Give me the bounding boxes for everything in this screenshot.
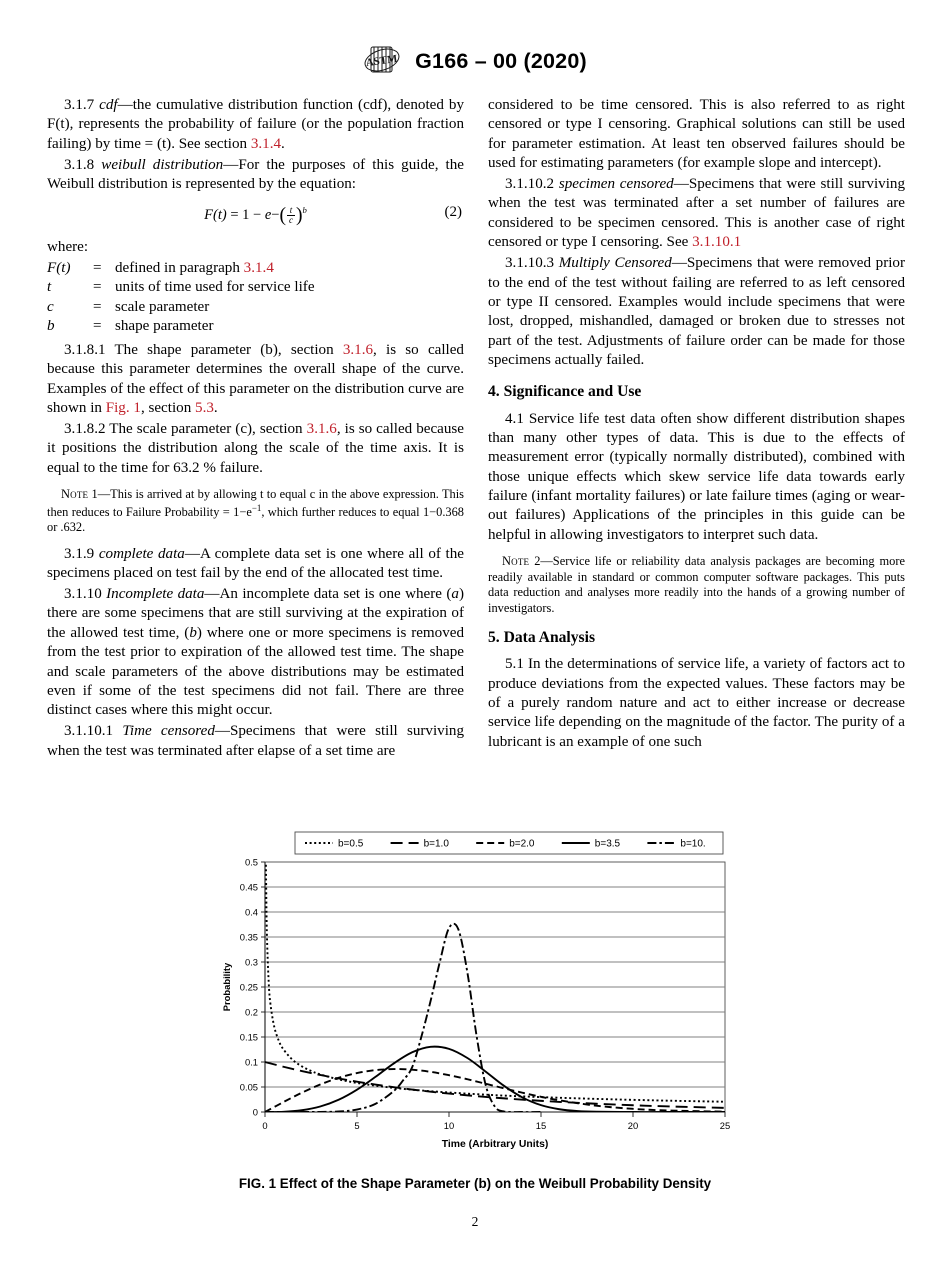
note-label: Note: [502, 554, 530, 569]
para-number: 3.1.10: [64, 586, 102, 603]
legend-label: b=2.0: [509, 838, 535, 850]
para-number: 3.1.7: [64, 97, 95, 113]
astm-logo-icon: [363, 44, 401, 78]
legend-label: b=1.0: [423, 838, 449, 850]
equation-lhs: F(t): [204, 207, 227, 224]
weibull-density-chart: [217, 824, 733, 1162]
where-item: [47, 259, 464, 278]
figure-1: [0, 824, 950, 1191]
where-item: [47, 278, 464, 297]
paragraph-3-1-9: 3.1.9 complete data—A complete data set is one where all of the specimens placed on test fail by the end of the allocated test time.: [47, 545, 464, 582]
equation-exponent-b: b: [302, 205, 307, 216]
legend-label: b=3.5: [594, 838, 621, 850]
y-tick-label: 0.05: [239, 1081, 258, 1093]
x-tick-label: 0: [262, 1120, 268, 1131]
where-definition-list: [47, 259, 464, 337]
term: complete data: [98, 545, 185, 562]
where-equals: =: [93, 279, 102, 296]
figure-caption: FIG. 1 Effect of the Shape Parameter (b) on the Weibull Probability Density: [238, 1176, 712, 1191]
term: specimen censored: [558, 176, 674, 193]
y-tick-label: 0.25: [239, 981, 258, 993]
paragraph-3-1-8-1: 3.1.8.1 The shape parameter (b), section 3.1.6, is so called because this parameter determines the overall shape of the curve. Examples of the effect of this parameter on the distribution curve are shown in Fig. 1, section 5.3.: [47, 341, 464, 417]
equation-2: [47, 203, 464, 228]
para-text: —For the purposes of this guide, the Weibull distribution is represented by the equation:: [47, 156, 464, 193]
para-number: 3.1.8: [64, 156, 95, 173]
y-axis-title: Probability: [221, 962, 232, 1012]
heading-5-data-analysis: 5. Data Analysis: [488, 629, 596, 647]
where-definition: defined in paragraph 3.1.4: [115, 260, 274, 276]
equation-number: (2): [444, 204, 462, 221]
y-tick-label: 0.3: [244, 956, 258, 968]
cross-ref-3-1-6[interactable]: 3.1.6: [306, 420, 337, 437]
page-header: [0, 44, 950, 78]
where-label: where:: [47, 238, 89, 255]
x-tick-label: 5: [354, 1120, 360, 1131]
para-text: —the cumulative distribution function (cdf), denoted by F(t), represents the probability of failure (or the population fraction failing) by time = (t). See section: [47, 97, 464, 152]
paragraph-3-1-8: [47, 156, 464, 195]
where-equals: =: [93, 318, 102, 335]
para-number: 3.1.10.3: [505, 255, 555, 272]
paragraph-3-1-10-1: 3.1.10.1 Time censored—Specimens that were still surviving when the test was terminated after elapse of a set time are: [47, 723, 465, 759]
x-tick-label: 25: [719, 1120, 731, 1131]
cross-ref-3-1-4[interactable]: 3.1.4: [250, 135, 282, 152]
y-tick-label: 0.4: [244, 906, 258, 918]
where-symbol: F(t): [47, 260, 71, 276]
standard-designation: G166 – 00 (2020): [415, 48, 587, 73]
equation-rhs-one-minus: 1 −: [242, 207, 262, 224]
cross-ref-5-3[interactable]: 5.3: [195, 400, 214, 417]
cross-ref-3-1-6[interactable]: 3.1.6: [342, 341, 374, 358]
where-definition: units of time used for service life: [115, 279, 315, 296]
equation-minus: −: [271, 207, 280, 224]
note-label: Note: [61, 487, 89, 502]
paragraph-3-1-10: 3.1.10 Incomplete data—An incomplete data set is one where (a) there are some specimens that are still surviving at the expiration of the allowed test time, (b) where one or more specimens is removed from the test prior to expiration of the allowed test time. The shape and scale parameters of the above distributions may be estimated even if some of the test specimens did not fail. There are three distinct cases where this might occur.: [47, 586, 464, 719]
paragraph-3-1-10-2: 3.1.10.2 specimen censored—Specimens that were still surviving when the test was terminated after a set number of failures are considered to be specimen censored. This is another case of right censored or type I censoring. See 3.1.10.1: [488, 176, 905, 251]
legend-label: b=0.5: [338, 838, 364, 850]
x-tick-label: 10: [443, 1120, 455, 1131]
equation-paren-open: (: [279, 204, 286, 226]
heading-4-significance-and-use: 4. Significance and Use: [488, 383, 642, 401]
where-definition: shape parameter: [115, 318, 214, 335]
equation-e: e: [264, 207, 272, 224]
cross-ref-3-1-10-1[interactable]: 3.1.10.1: [692, 234, 742, 251]
note-exponent: −1: [251, 502, 262, 513]
para-number: 3.1.9: [64, 545, 95, 562]
paragraph-3-1-7: 3.1.7 cdf—the cumulative distribution function (cdf), denoted by F(t), represents the probability of failure (or the population fraction failing) by time = (t). See section 3.1.4.: [47, 97, 464, 152]
cross-ref-fig-1[interactable]: Fig. 1: [105, 400, 141, 417]
y-tick-label: 0.15: [239, 1031, 258, 1043]
y-tick-label: 0: [252, 1106, 258, 1118]
para-number: 3.1.10.2: [505, 176, 555, 193]
chart-svg: [217, 824, 733, 1162]
term: weibull distribution: [101, 156, 224, 173]
left-column: [47, 96, 464, 763]
where-item: [47, 317, 464, 336]
note-1: Note 1—This is arrived at by allowing t to equal c in the above expression. This then reduces to Failure Probability = $1-e^{-1}$, which further reduces to equal 1−0.368 or .632.: [47, 487, 465, 535]
where-symbol: t: [47, 279, 52, 296]
where-symbol: c: [47, 298, 54, 315]
paragraph-continued: considered to be time censored. This is also referred to as right censored or type I censoring. Graphical solutions can still be used for parameter estimation. At least ten observed failures should be used for estimating parameters (for example slope and intercept).: [488, 97, 905, 172]
where-item: [47, 298, 464, 317]
equation-equals: =: [230, 207, 239, 224]
equation-fraction-t-over-c: $\frac{t}{c}$: [288, 204, 293, 226]
right-column: [488, 96, 905, 763]
x-axis-title: Time (Arbitrary Units): [441, 1139, 549, 1150]
paragraph-5-1: 5.1 In the determinations of service life, a variety of factors act to produce deviations from the expected values. These factors may be of a purely random nature and act to either increase or decrease service life depending on the magnitude of the factor. The purity of a lubricant is an example of one such: [488, 656, 905, 750]
legend-label: b=10.: [680, 838, 706, 850]
paragraph-3-1-10-3: 3.1.10.3 Multiply Censored—Specimens that were removed prior to the end of the test without failing are referred to as left censored or type II censored. Examples would include specimens that were lost, dropped, mishandled, damaged or broken due to stresses not part of the test. Adjustments of failure order can be made for those specimens actually failed.: [488, 255, 905, 369]
y-tick-label: 0.1: [244, 1056, 258, 1068]
y-tick-label: 0.35: [239, 931, 258, 943]
x-tick-label: 15: [535, 1120, 547, 1131]
y-tick-label: 0.5: [244, 856, 258, 868]
where-symbol: b: [47, 318, 55, 335]
y-tick-label: 0.2: [244, 1006, 258, 1018]
y-tick-label: 0.45: [239, 881, 258, 893]
term: Time censored: [122, 723, 215, 740]
paragraph-4-1: 4.1 Service life test data often show different distribution shapes than many other types of data. This is due to the effects of measurement error (typically normally distributed), combined with those unique effects which skew service life data towards early failure (infant mortality failures) or late failure times (aging or wear-out failures) Applications of the principles in this guide can be helpful in allowing investigators to interpret such data.: [488, 410, 905, 543]
cross-ref-3-1-4[interactable]: 3.1.4: [243, 260, 274, 276]
page-number: 2: [471, 1214, 479, 1229]
x-tick-label: 20: [627, 1120, 639, 1131]
body-columns: [47, 96, 905, 763]
paragraph-3-1-8-2: 3.1.8.2 The scale parameter (c), section 3.1.6, is so called because it positions the distribution along the scale of the time axis. It is equal to the time for 63.2 % failure.: [47, 420, 464, 476]
svg-text:ASTM: ASTM: [365, 52, 399, 70]
para-number: 3.1.10.1: [64, 723, 114, 740]
where-definition: scale parameter: [115, 298, 210, 315]
term: Multiply Censored: [558, 255, 672, 272]
note-2: Note 2—Service life or reliability data analysis packages are becoming more readily available in standard or common computer software packages. This puts data reduction and analyses more readily into the hands of a growing number of investigators.: [488, 554, 905, 615]
where-equals: =: [93, 298, 102, 315]
equation-paren-close: ): [295, 204, 303, 226]
where-equals: =: [93, 260, 102, 276]
term: Incomplete data: [106, 586, 205, 603]
term: cdf: [99, 97, 118, 113]
